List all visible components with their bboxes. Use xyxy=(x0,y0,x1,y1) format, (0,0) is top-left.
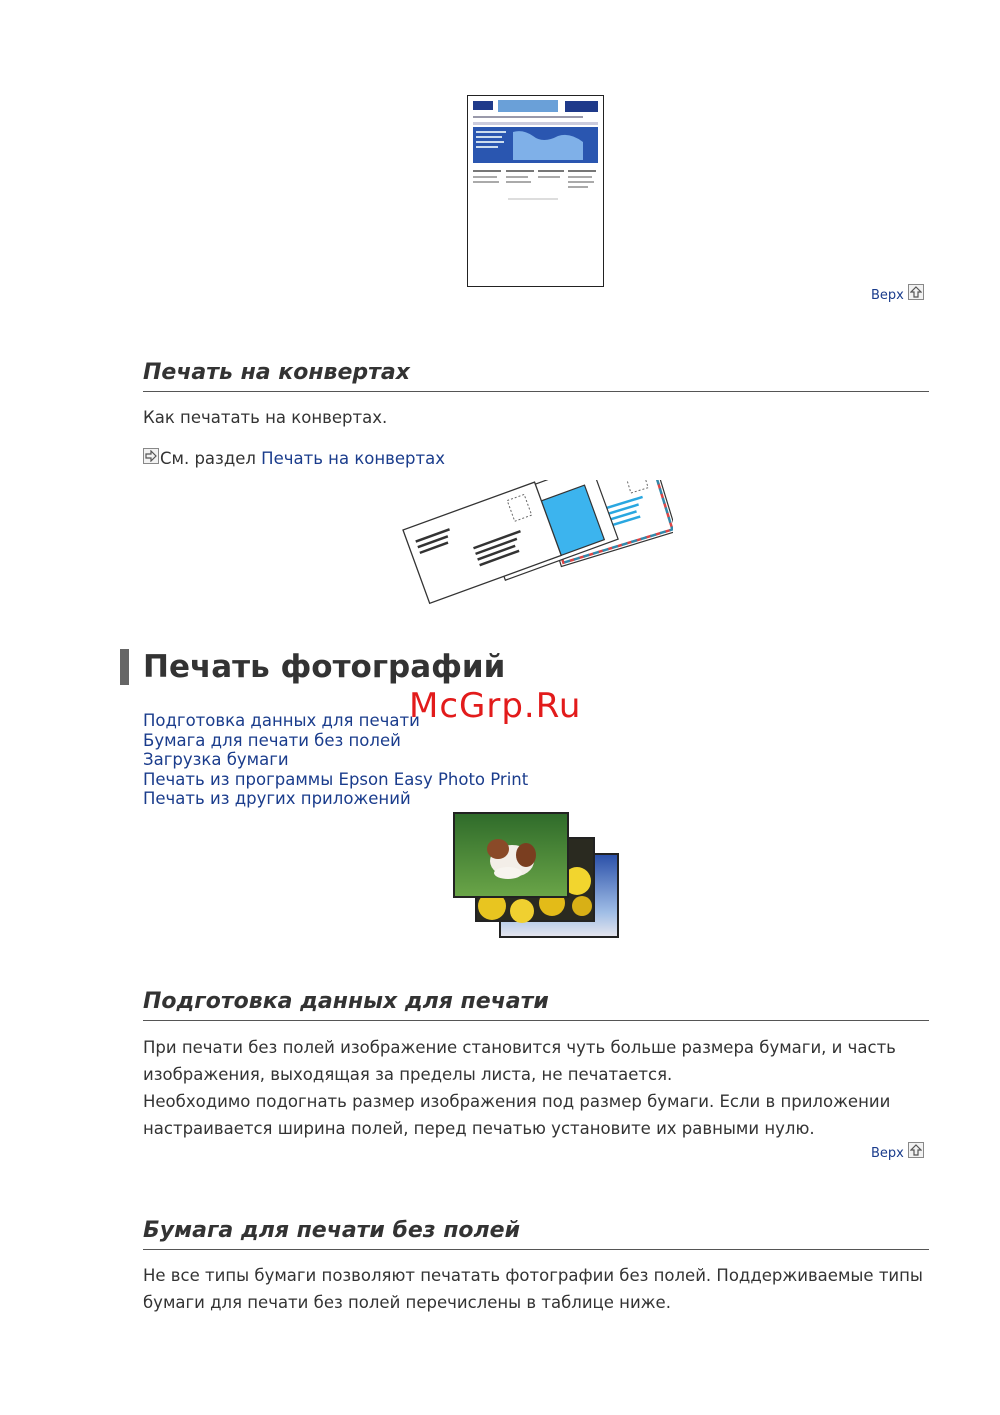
photos-graphic xyxy=(452,811,620,939)
envelopes-see-also xyxy=(143,445,933,472)
arrow-up-icon[interactable] xyxy=(908,284,924,300)
toc-link-easy-photo-print[interactable]: Печать из программы Epson Easy Photo Print xyxy=(143,769,529,789)
borderless-paper-paragraph: Не все типы бумаги позволяют печатать фотографии без полей. Поддерживаемые типы бумаги для печати без полей перечислены в таблице ниже. xyxy=(143,1266,923,1312)
section-title-borderless-paper: Бумага для печати без полей xyxy=(143,1218,929,1250)
prepare-paragraph-1: При печати без полей изображение становится чуть больше размера бумаги, и часть изображения, выходящая за пределы листа, не печатается. xyxy=(143,1038,896,1084)
back-to-top-link-2[interactable] xyxy=(871,1146,924,1161)
webpage-printout-illustration xyxy=(467,95,604,287)
see-prefix: См. раздел xyxy=(160,449,262,468)
prepare-paragraph-2: Необходимо подогнать размер изображения под размер бумаги. Если в приложении настраивается ширина полей, перед печатью установите их равными нулю. xyxy=(143,1092,891,1138)
toc-link-other-apps[interactable]: Печать из других приложений xyxy=(143,789,411,808)
arrow-right-icon xyxy=(143,448,159,464)
arrow-up-icon[interactable] xyxy=(908,1142,924,1158)
section-title-photos: Печать фотографий xyxy=(120,649,505,685)
watermark: McGrp.Ru xyxy=(409,686,582,726)
envelopes-illustration xyxy=(398,480,673,605)
back-to-top-label[interactable]: Верх xyxy=(871,288,904,303)
toc-link-loading-paper[interactable]: Загрузка бумаги xyxy=(143,750,289,769)
webpage-printout-graphic xyxy=(468,96,602,285)
back-to-top-link[interactable] xyxy=(871,288,924,303)
envelopes-graphic xyxy=(398,480,673,605)
back-to-top-label-2[interactable]: Верх xyxy=(871,1146,904,1161)
toc-link-borderless-paper[interactable]: Бумага для печати без полей xyxy=(143,730,401,750)
section-title-envelopes: Печать на конвертах xyxy=(143,360,929,392)
envelopes-link[interactable]: Печать на конвертах xyxy=(261,449,446,468)
section-title-prepare: Подготовка данных для печати xyxy=(143,989,929,1021)
toc-link-prepare[interactable]: Подготовка данных для печати xyxy=(143,711,420,730)
envelopes-intro: Как печатать на конвертах. xyxy=(143,408,388,427)
photos-illustration xyxy=(452,811,620,939)
